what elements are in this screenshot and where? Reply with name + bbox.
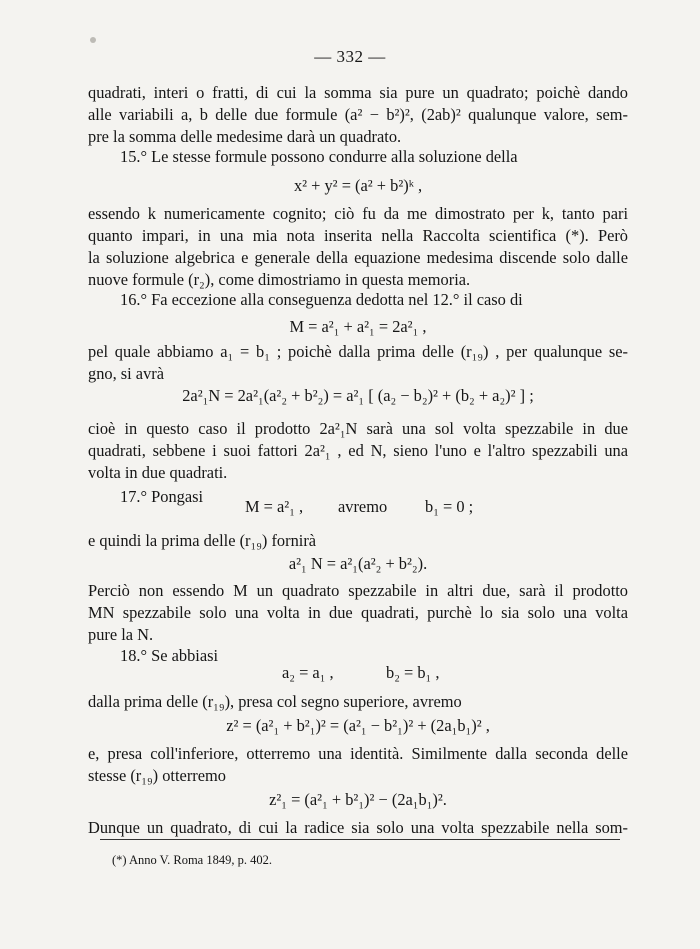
text-line: alle variabili a, b delle due formule (a² − b²)², (2ab)² qualunque valore, sem- [88, 105, 628, 124]
text-line: essendo k numericamente cognito; ciò fu da me dimostrato per k, tanto pari [88, 204, 628, 223]
equation: a²₁ N = a²₁(a²₂ + b²₂). [288, 554, 428, 573]
equation-part: M = a²₁ , [245, 497, 304, 516]
text-line: nuove formule (r₂), come dimostriamo in questa memoria. [88, 270, 471, 289]
section-18 [120, 643, 218, 669]
section-15 [120, 144, 518, 170]
section-text: Le stesse formule possono condurre alla soluzione della [151, 147, 518, 166]
section-text: Fa eccezione alla conseguenza dedotta nel 12.° il caso di [151, 290, 523, 309]
equation-part: b₁ = 0 ; [425, 497, 474, 516]
page-speck [90, 37, 96, 43]
section-17 [120, 484, 203, 510]
equation: 2a²₁N = 2a²₁(a²₂ + b²₂) = a²₁ [ (a₂ − b₂)² + (b₂ + a₂)² ] ; [182, 386, 534, 405]
text-line: cioè in questo caso il prodotto 2a²₁N sarà una sol volta spezzabile in due [88, 419, 628, 438]
text-line: volta in due quadrati. [88, 463, 228, 482]
text-line: pure la N. [88, 625, 154, 644]
footnote: (*) Anno V. Roma 1849, p. 402. [112, 853, 272, 867]
equation: M = a²₁ + a²₁ = 2a²₁ , [289, 317, 427, 336]
equation: z² = (a²₁ + b²₁)² = (a²₁ − b²₁)² + (2a₁b₁)² , [226, 716, 490, 735]
text-line: e quindi la prima delle (r₁₉) fornirà [88, 531, 317, 550]
text-line: pre la somma delle medesime darà un quadrato. [88, 127, 402, 146]
section-number: 15.° [120, 147, 148, 166]
section-text: Pongasi [151, 487, 204, 506]
text-line: dalla prima delle (r₁₉), presa col segno superiore, avremo [88, 692, 462, 711]
footnote-rule [100, 839, 620, 840]
text-line: e, presa coll'inferiore, otterremo una identità. Similmente dalla seconda delle [88, 744, 628, 763]
section-16 [120, 287, 523, 313]
equation-word: avremo [338, 497, 388, 516]
text-line: MN spezzabile solo una volta in due quadrati, purchè lo sia solo una volta [88, 603, 628, 622]
page-number: — 332 — [314, 47, 386, 66]
equation: x² + y² = (a² + b²)ᵏ , [293, 176, 423, 195]
equation-part: a₂ = a₁ , [282, 663, 334, 682]
text-line: la soluzione algebrica e generale della equazione medesima discende solo dalle [88, 248, 628, 267]
text-line: quadrati, sebbene i suoi fattori 2a²₁ , ed N, sieno l'uno e l'altro spezzabili una [88, 441, 628, 460]
text-line: pel quale abbiamo a₁ = b₁ ; poichè dalla prima delle (r₁₉) , per qualunque se- [88, 342, 628, 361]
section-number: 16.° [120, 290, 148, 309]
equation: z²₁ = (a²₁ + b²₁)² − (2a₁b₁)². [269, 790, 447, 809]
section-text: Se abbiasi [151, 646, 219, 665]
text-line: stesse (r₁₉) otterremo [88, 766, 226, 785]
section-number: 18.° [120, 646, 148, 665]
text-line: quadrati, interi o fratti, di cui la somma sia pure un quadrato; poichè dando [88, 83, 628, 102]
text-line: Dunque un quadrato, di cui la radice sia solo una volta spezzabile nella som- [88, 818, 628, 837]
text-line: Perciò non essendo M un quadrato spezzabile in altri due, sarà il prodotto [88, 581, 628, 600]
text-line: gno, si avrà [88, 364, 165, 383]
equation-part: b₂ = b₁ , [386, 663, 440, 682]
text-line: quanto impari, in una mia nota inserita nella Raccolta scientifica (*). Però [88, 226, 628, 245]
section-number: 17.° [120, 487, 148, 506]
